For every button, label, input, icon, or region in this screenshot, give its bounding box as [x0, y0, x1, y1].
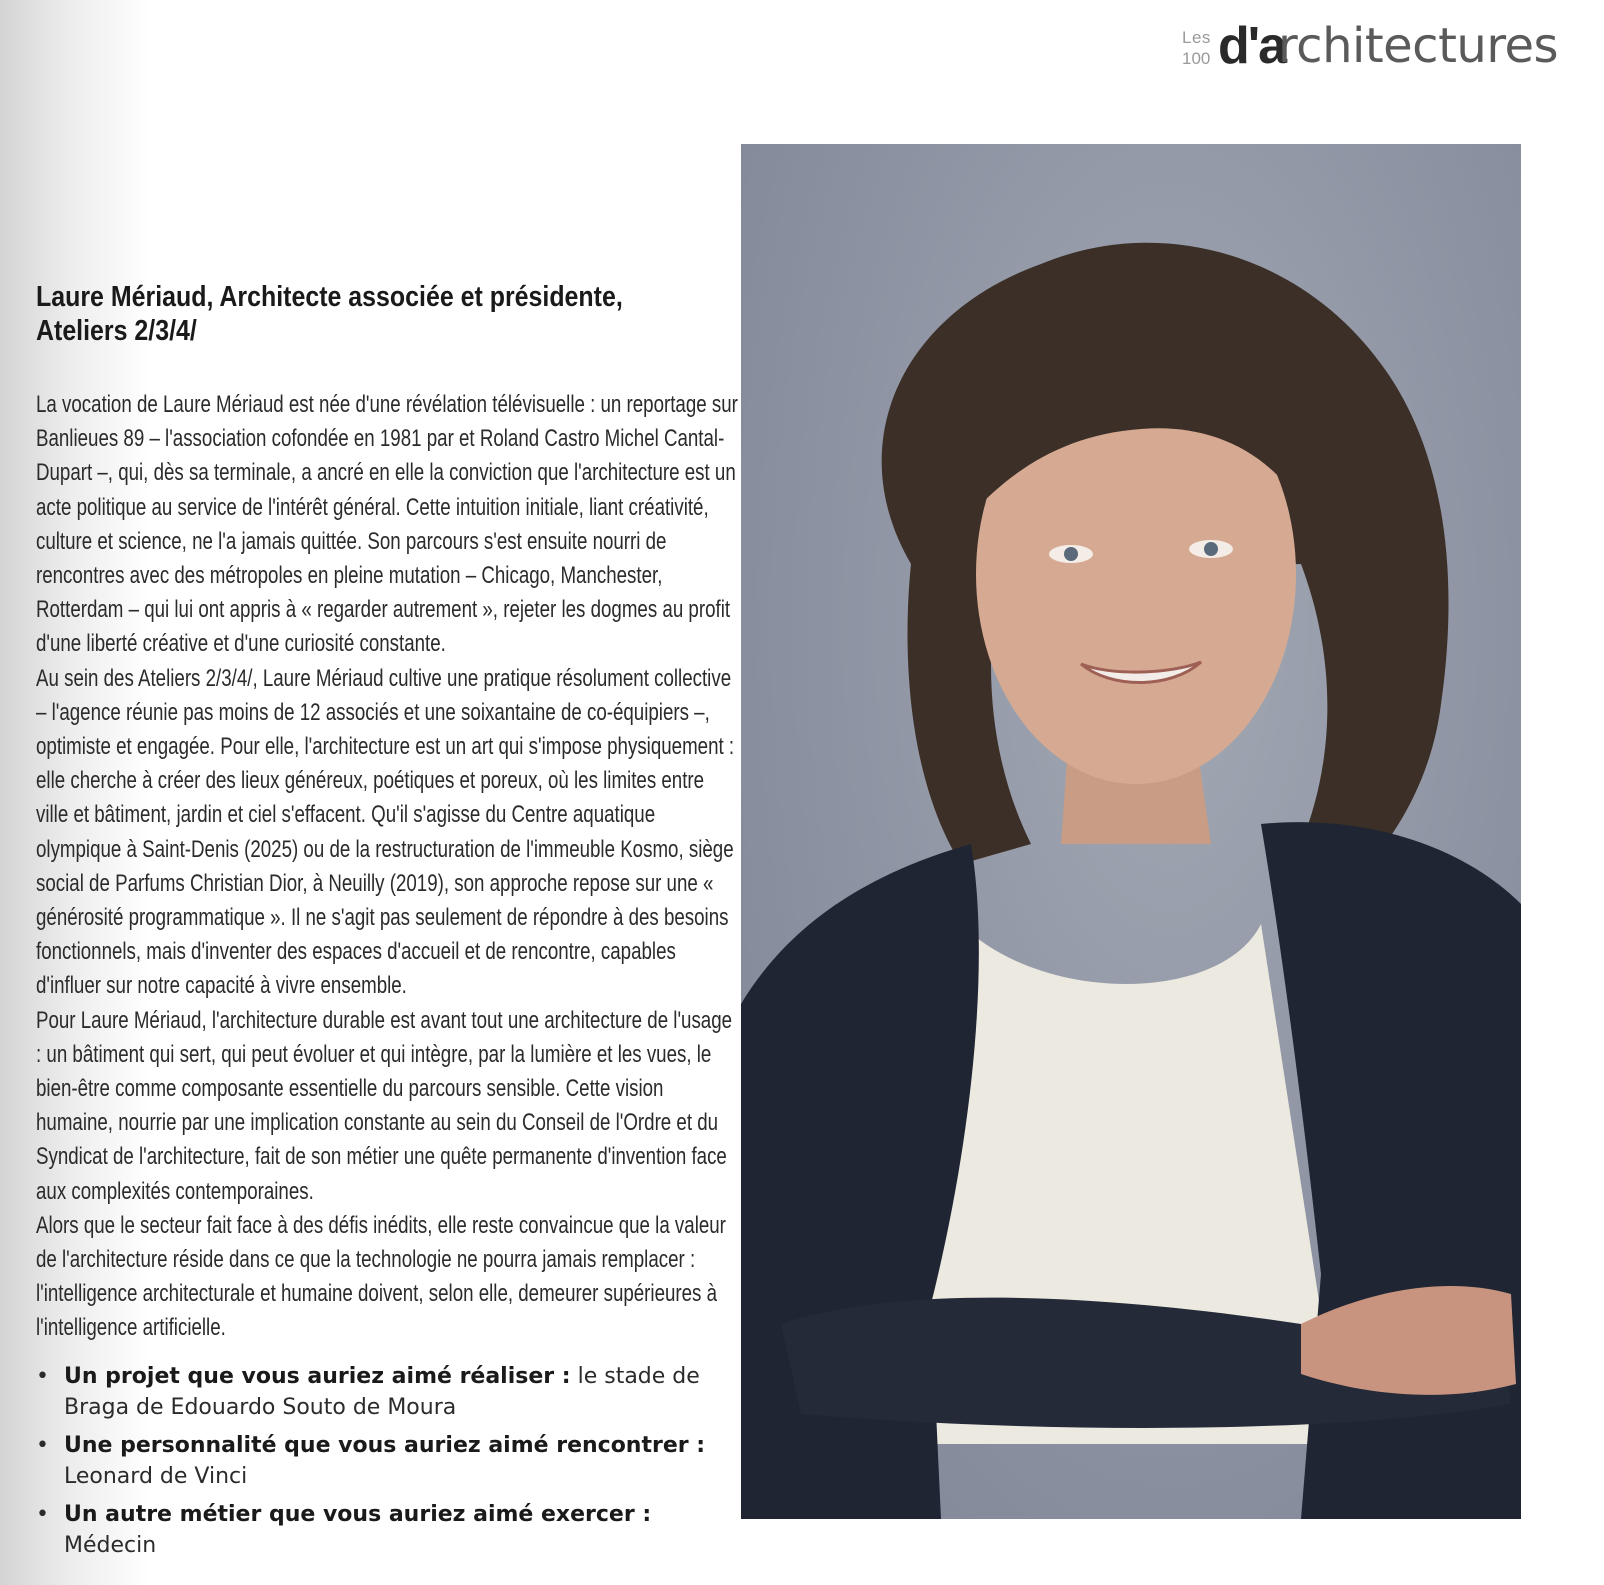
right-iris — [1204, 542, 1218, 556]
qa-question: Une personnalité que vous auriez aimé rencontrer : — [64, 1433, 706, 1458]
article-column — [36, 280, 738, 1346]
qa-question: Un autre métier que vous auriez aimé exercer : — [64, 1502, 652, 1527]
qa-item — [36, 1499, 736, 1561]
bullet: • — [36, 1364, 49, 1389]
paragraph: Pour Laure Mériaud, l'architecture durable est avant tout une architecture de l'usage : un bâtiment qui sert, qui peut évoluer et qui intègre, par la lumière et les vues, le bien-être comme composante essentielle du parcours sensible. Cette vision humaine, nourrie par une implication constante au sein du Conseil de l'Ordre et du Syndicat de l'architecture, fait de son métier une quête permanente d'invention face aux complexités contemporaines. — [36, 1006, 733, 1205]
logo-number: 100 — [1182, 49, 1211, 68]
title-line-1: Laure Mériaud, Architecte associée et présidente, — [36, 281, 623, 313]
paragraph: La vocation de Laure Mériaud est née d'une révélation télévisuelle : un reportage sur Banlieues 89 – l'association cofondée en 1981 par et Roland Castro Michel Cantal-Dupart –, qui, dès sa terminale, a ancré en elle la conviction que l'architecture est un acte politique au service de l'intérêt général. Cette intuition initiale, liant créativité, culture et science, ne l'a jamais quittée. Son parcours s'est ensuite nourri de rencontres avec des métropoles en pleine mutation – Chicago, Manchester, Rotterdam – qui lui ont appris à « regarder autrement », rejeter les dogmes au profit d'une liberté créative et d'une curiosité constante. — [36, 391, 738, 658]
qa-answer: Médecin — [64, 1533, 157, 1558]
portrait-photo — [741, 144, 1521, 1519]
logo-les: Les — [1182, 28, 1211, 47]
paragraph: Alors que le secteur fait face à des défis inédits, elle reste convaincue que la valeur de l'architecture réside dans ce que la technologie ne pourra jamais remplacer : l'intelligence architecturale et humaine doivent, selon elle, demeurer supérieures à l'intelligence artificielle. — [36, 1211, 726, 1342]
qa-list — [36, 1361, 736, 1568]
article-title — [36, 280, 724, 348]
paragraph: Au sein des Ateliers 2/3/4/, Laure Mériaud cultive une pratique résolument collective – l'agence réunie pas moins de 12 associés et une soixantaine de co-équipiers –, optimiste et engagée. Pour elle, l'architecture est un art qui s'impose physiquement : elle cherche à créer des lieux généreux, poétiques et poreux, où les limites entre ville et bâtiment, jardin et ciel s'effacent. Qu'il s'agisse du Centre aquatique olympique à Saint-Denis (2025) ou de la restructuration de l'immeuble Kosmo, siège social de Parfums Christian Dior, à Neuilly (2019), son approche repose sur une « générosité programmatique ». Il ne s'agit pas seulement de répondre à des besoins fonctionnels, mais d'inventer des espaces d'accueil et de rencontre, capables d'influer sur notre capacité à vivre ensemble. — [36, 664, 735, 1000]
qa-item — [36, 1361, 736, 1423]
qa-answer: le stade de Braga de Edouardo Souto de Moura — [64, 1364, 700, 1420]
bullet: • — [36, 1433, 49, 1458]
qa-question: Un projet que vous auriez aimé réaliser : — [64, 1364, 571, 1389]
logo-da: d'a — [1218, 17, 1286, 75]
magazine-logo — [1180, 14, 1559, 75]
portrait-illustration — [741, 144, 1521, 1519]
left-iris — [1064, 547, 1078, 561]
logo-architectures: rchitectures — [1278, 18, 1559, 74]
article-body — [36, 388, 738, 1346]
qa-answer: Leonard de Vinci — [64, 1464, 248, 1489]
bullet: • — [36, 1502, 49, 1527]
title-line-2: Ateliers 2/3/4/ — [36, 315, 197, 347]
qa-item — [36, 1430, 736, 1492]
